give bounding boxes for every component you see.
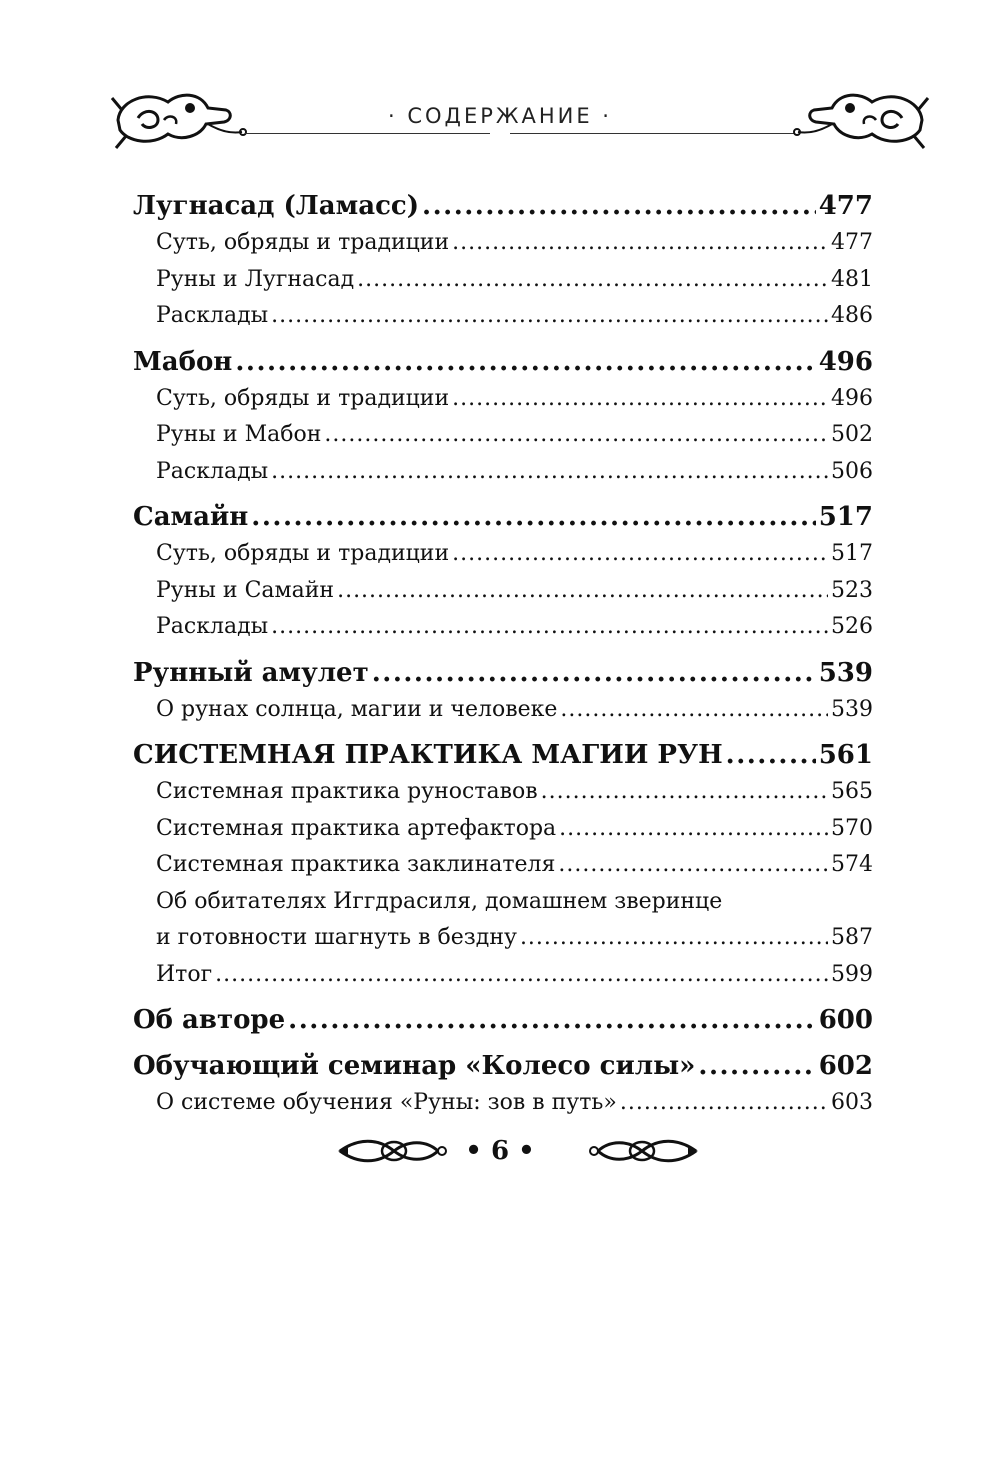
- toc-entry-title: Руны и Самайн: [156, 577, 335, 603]
- toc-entry[interactable]: [133, 811, 873, 848]
- toc-entry[interactable]: [133, 1085, 873, 1122]
- toc-entry[interactable]: [133, 536, 873, 573]
- toc-leader: [235, 343, 815, 381]
- toc-chapter[interactable]: [133, 498, 873, 536]
- toc-page-number: 496: [831, 385, 873, 411]
- toc-entry[interactable]: [133, 454, 873, 491]
- toc-entry-title: Руны и Мабон: [156, 422, 322, 447]
- toc-page-number: 599: [831, 961, 873, 987]
- toc-entry[interactable]: [133, 957, 873, 994]
- toc-page-number: 502: [831, 422, 873, 447]
- toc-page-number: 486: [831, 303, 873, 328]
- toc-entry-title: Расклады: [156, 303, 269, 328]
- toc-chapter-title: Мабон: [133, 346, 233, 377]
- toc-entry[interactable]: [133, 692, 873, 729]
- toc-page-number: 603: [831, 1090, 873, 1115]
- toc-page-number: 561: [818, 740, 873, 770]
- toc-leader: [372, 654, 816, 692]
- toc-leader: [520, 920, 828, 957]
- toc-page-number: 565: [831, 779, 873, 804]
- toc-page-number: 570: [831, 815, 873, 841]
- page-footer: [0, 1130, 1000, 1180]
- toc-entry-title: Итог: [156, 961, 213, 987]
- toc-leader: [288, 1001, 816, 1039]
- norse-beast-ornament-icon: [792, 80, 932, 160]
- toc-entry-title: Системная практика артефактора: [156, 815, 557, 841]
- toc-leader: [541, 774, 828, 811]
- toc-page-number: 539: [818, 657, 873, 688]
- toc-entry-title: Суть, обряды и традиции: [156, 385, 450, 411]
- page-header: [0, 0, 1000, 175]
- toc-entry[interactable]: [133, 381, 873, 418]
- toc-chapter[interactable]: [133, 187, 873, 225]
- toc-entry[interactable]: [133, 225, 873, 262]
- toc-page-number: 600: [818, 1005, 873, 1035]
- toc-leader: [726, 736, 816, 774]
- knot-ornament-icon: [588, 1134, 698, 1168]
- header-rule-left: [245, 133, 490, 134]
- toc-entry[interactable]: [133, 920, 873, 957]
- toc-page-number: 526: [831, 614, 873, 639]
- toc-leader: [324, 417, 828, 454]
- page-number: • 6 •: [465, 1136, 535, 1166]
- toc-entry[interactable]: [133, 573, 873, 610]
- toc-leader: [271, 454, 828, 491]
- toc-entry-title: Суть, обряды и традиции: [156, 230, 450, 255]
- toc-leader: [452, 381, 828, 418]
- toc-leader: [620, 1085, 828, 1122]
- toc-chapter-title: Самайн: [133, 502, 249, 532]
- toc-chapter-title: Лугнасад (Ламасс): [133, 191, 420, 221]
- toc-chapter[interactable]: [133, 654, 873, 692]
- toc-leader: [357, 262, 828, 299]
- toc-leader: [271, 298, 828, 335]
- toc-chapter-title: Рунный амулет: [133, 657, 369, 688]
- toc-leader: [558, 847, 828, 884]
- header-rule-right: [510, 133, 795, 134]
- toc-page-number: 517: [831, 541, 873, 566]
- toc-entry-title: О системе обучения «Руны: зов в путь»: [156, 1090, 617, 1115]
- toc-page-number: 574: [831, 852, 873, 877]
- toc-entry-title: Руны и Лугнасад: [156, 266, 355, 292]
- toc-chapter[interactable]: [133, 736, 873, 774]
- toc-chapter[interactable]: [133, 1001, 873, 1039]
- toc-entry[interactable]: [133, 609, 873, 646]
- toc-leader: [698, 1047, 815, 1085]
- toc-entry-title: и готовности шагнуть в бездну: [156, 925, 517, 950]
- toc-leader: [271, 609, 828, 646]
- toc-entry[interactable]: [133, 417, 873, 454]
- toc-page-number: 602: [818, 1051, 873, 1081]
- toc-page-number: 587: [831, 925, 873, 950]
- toc-leader: [452, 225, 828, 262]
- toc-chapter[interactable]: [133, 1047, 873, 1085]
- table-of-contents: [133, 187, 873, 1122]
- toc-leader: [559, 811, 828, 848]
- toc-chapter-title: Обучающий семинар «Колесо силы»: [133, 1051, 696, 1081]
- toc-leader: [337, 573, 828, 610]
- toc-page-number: 517: [818, 502, 873, 532]
- toc-entry-title-first-line[interactable]: Об обитателях Иггдрасиля, домашнем зверинце: [156, 888, 723, 914]
- running-header-title: · СОДЕРЖАНИЕ ·: [388, 104, 612, 128]
- toc-entry-title: О рунах солнца, магии и человеке: [156, 696, 558, 722]
- toc-chapter-title: СИСТЕМНАЯ ПРАКТИКА МАГИИ РУН: [133, 740, 723, 770]
- toc-chapter-title: Об авторе: [133, 1005, 286, 1035]
- toc-entry[interactable]: [133, 847, 873, 884]
- toc-entry[interactable]: [133, 774, 873, 811]
- toc-page-number: 523: [831, 577, 873, 603]
- toc-page-number: 496: [818, 346, 873, 377]
- toc-entry-title: Расклады: [156, 614, 269, 639]
- toc-leader: [251, 498, 815, 536]
- toc-entry-title: Расклады: [156, 458, 269, 484]
- toc-page-number: 539: [831, 696, 873, 722]
- toc-leader: [215, 957, 828, 994]
- toc-entry[interactable]: [133, 298, 873, 335]
- toc-page-number: 477: [831, 230, 873, 255]
- toc-page-number: 481: [831, 266, 873, 292]
- toc-leader: [560, 692, 828, 729]
- toc-leader: [422, 187, 816, 225]
- toc-entry-title: Суть, обряды и традиции: [156, 541, 450, 566]
- toc-entry[interactable]: [133, 262, 873, 299]
- toc-page-number: 506: [831, 458, 873, 484]
- toc-page-number: 477: [818, 191, 873, 221]
- toc-leader: [452, 536, 828, 573]
- toc-entry-title: Системная практика руноставов: [156, 779, 538, 804]
- toc-entry-title: Системная практика заклинателя: [156, 852, 556, 877]
- toc-chapter[interactable]: [133, 343, 873, 381]
